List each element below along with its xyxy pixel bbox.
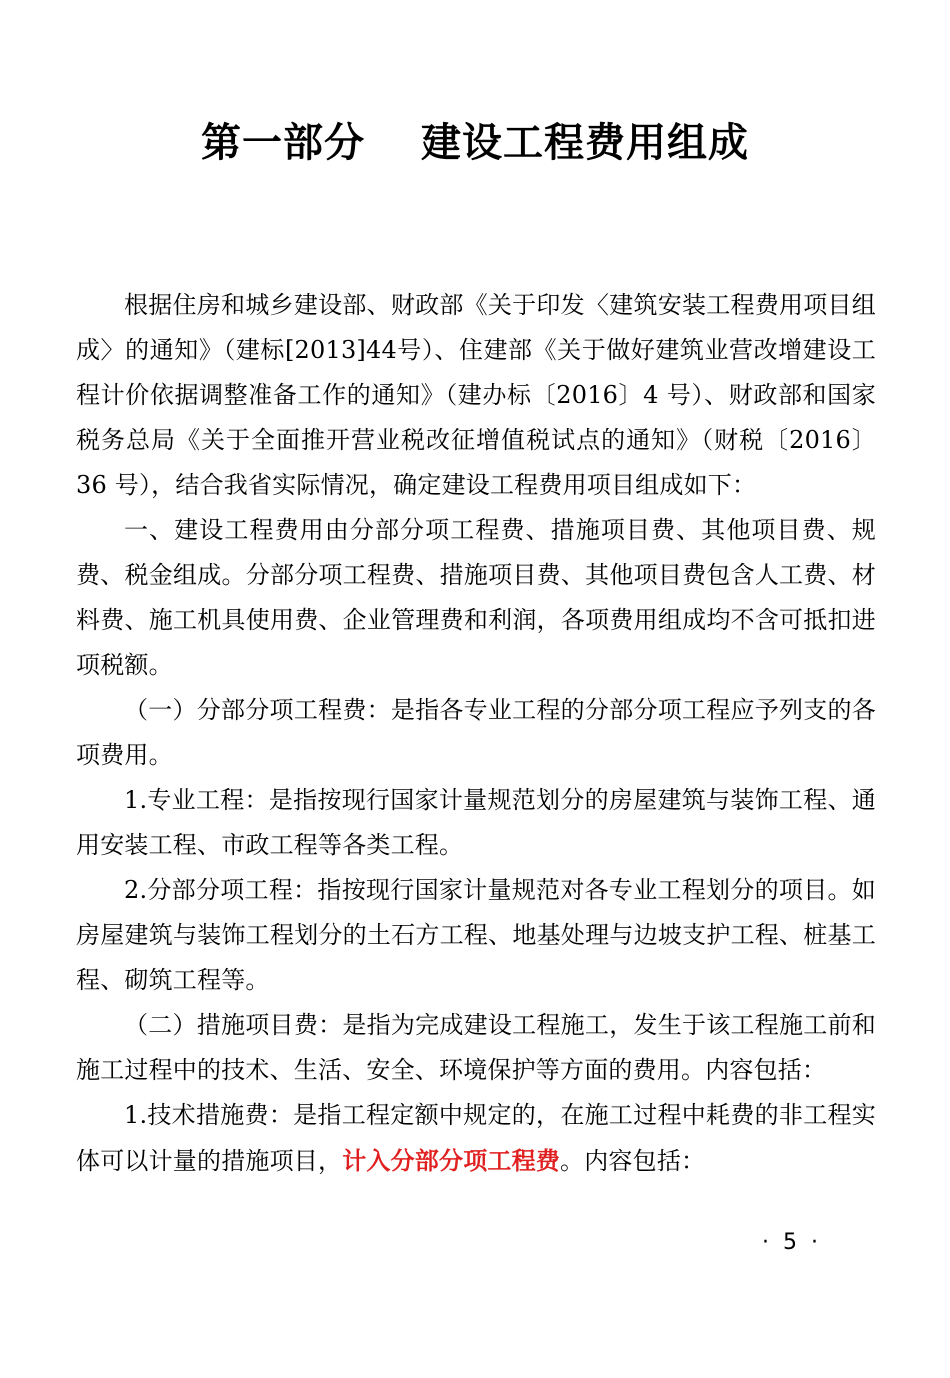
paragraph-intro: 根据住房和城乡建设部、财政部《关于印发〈建筑安装工程费用项目组成〉的通知》（建标[2013]44号）、住建部《关于做好建筑业营改增建设工程计价依据调整准备工作的通知》（建办标〔2016〕4 号）、财政部和国家税务总局《关于全面推开营业税改征增值税试点的通知》（财税〔2016〕36 号），结合我省实际情况，确定建设工程费用项目组成如下： [76, 291, 876, 499]
document-body [76, 283, 876, 1184]
paragraph-item-2: 2.分部分项工程：指按现行国家计量规范对各专业工程划分的项目。如房屋建筑与装饰工程划分的土石方工程、地基处理与边坡支护工程、桩基工程、砌筑工程等。 [76, 876, 876, 994]
page-title: 第一部分 建设工程费用组成 [201, 120, 749, 166]
highlighted-text: 计入分部分项工程费 [342, 1146, 561, 1175]
paragraph-cost-composition: 一、建设工程费用由分部分项工程费、措施项目费、其他项目费、规费、税金组成。分部分项工程费、措施项目费、其他项目费包含人工费、材料费、施工机具使用费、企业管理费和利润，各项费用组成均不含可抵扣进项税额。 [76, 516, 876, 679]
page-number: · 5 · [762, 1230, 818, 1255]
paragraph-section-two: （二）措施项目费：是指为完成建设工程施工，发生于该工程施工前和施工过程中的技术、生活、安全、环境保护等方面的费用。内容包括： [76, 1011, 876, 1084]
paragraph-item-1: 1.专业工程：是指按现行国家计量规范划分的房屋建筑与装饰工程、通用安装工程、市政工程等各类工程。 [76, 786, 876, 859]
paragraph-text-before: 1.技术措施费：是指工程定额中规定的，在施工过程中耗费的非工程实体可以计量的措施项目， [76, 1101, 876, 1175]
paragraph-section-one: （一）分部分项工程费：是指各专业工程的分部分项工程应予列支的各项费用。 [76, 696, 876, 769]
paragraph-technical-measures [76, 1093, 876, 1184]
paragraph-text-after: 。内容包括： [560, 1147, 706, 1175]
